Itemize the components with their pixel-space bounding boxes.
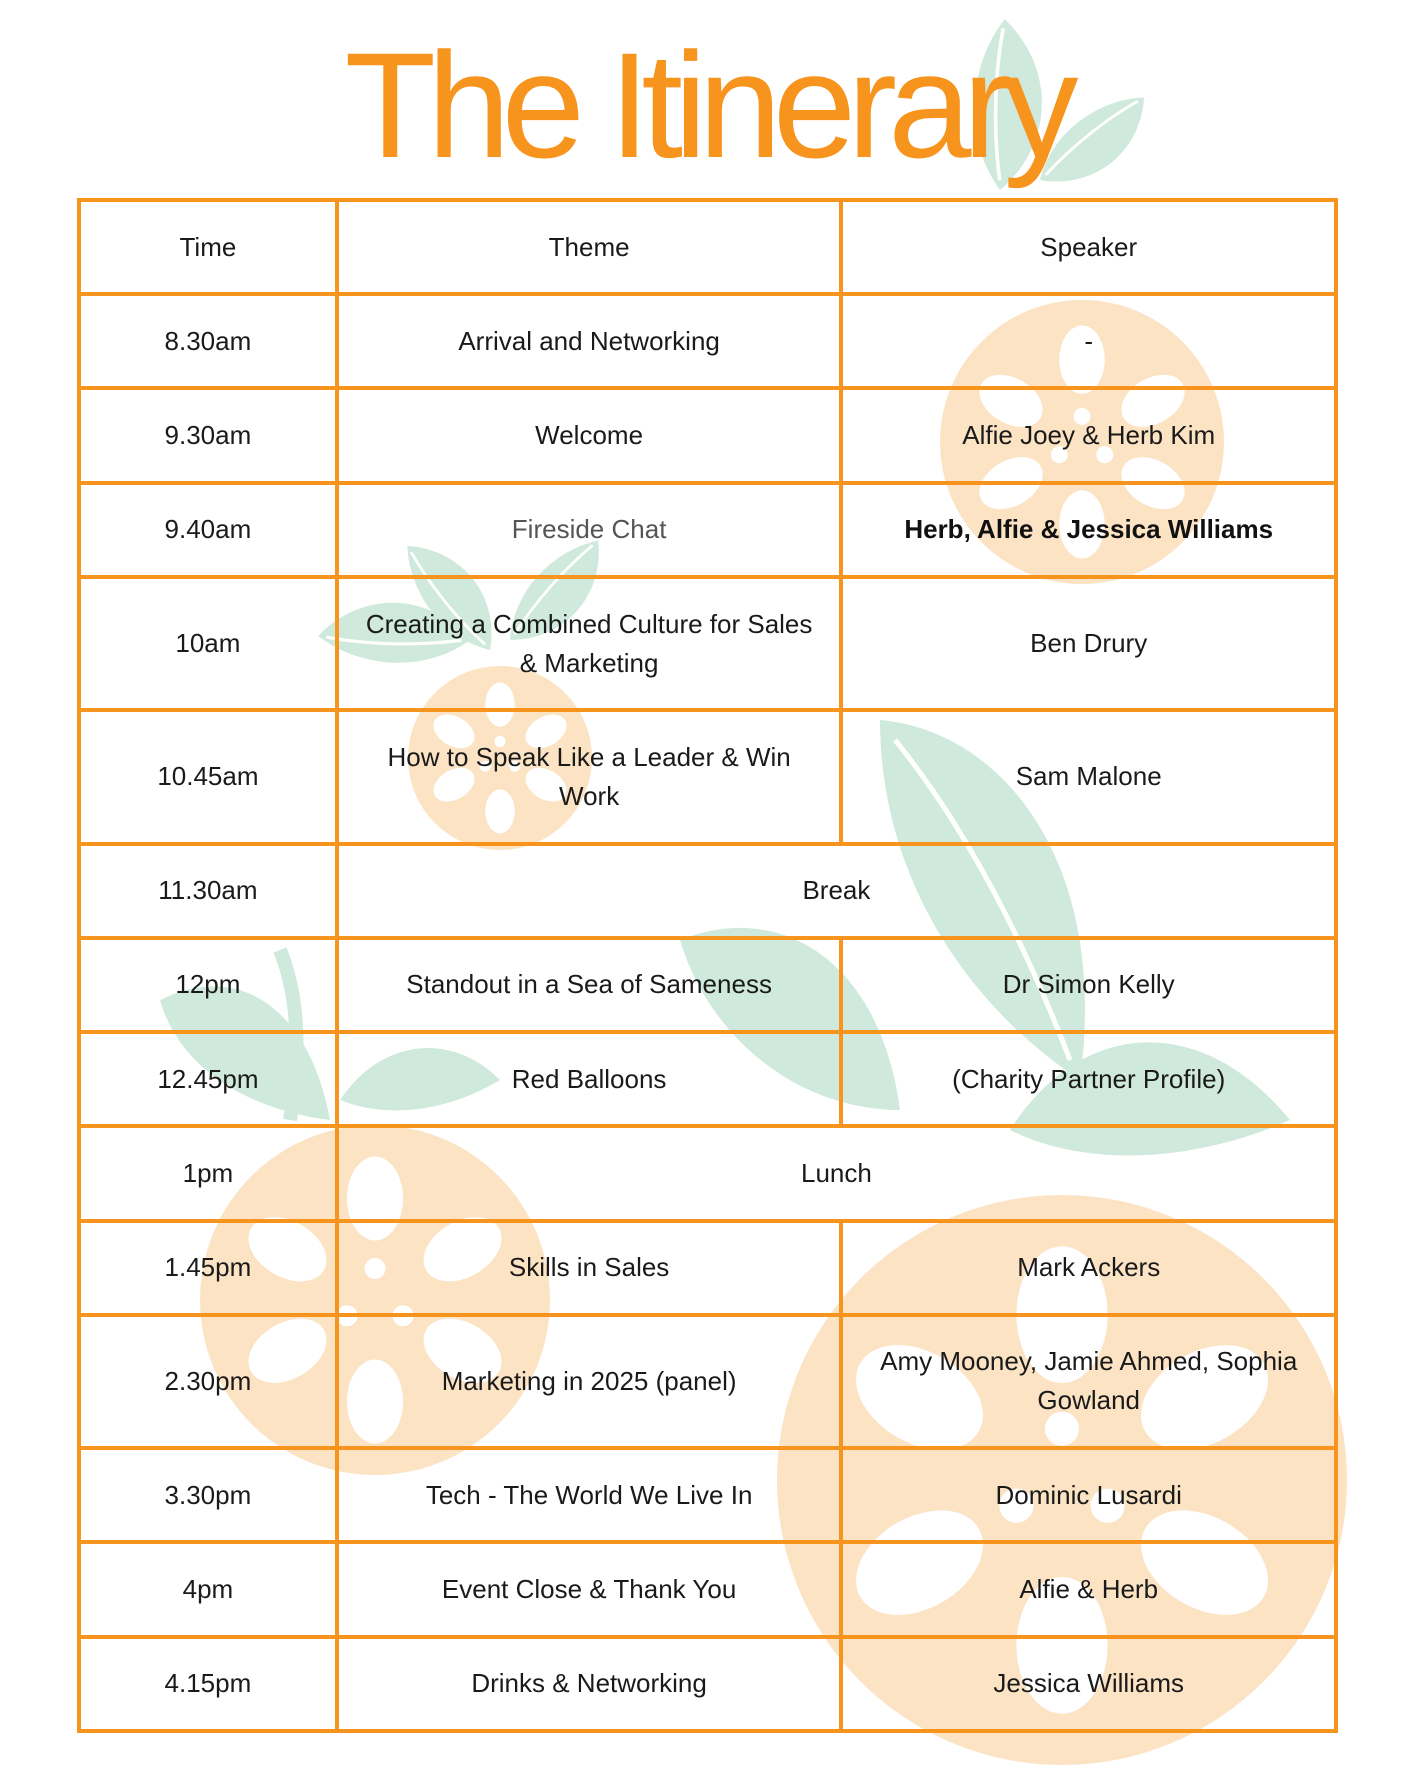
table-row bbox=[79, 577, 1336, 710]
table-row bbox=[79, 483, 1336, 577]
theme-cell: Arrival and Networking bbox=[337, 294, 842, 388]
table-row bbox=[79, 844, 1336, 938]
theme-cell: Break bbox=[337, 844, 1336, 938]
speaker-cell: Dominic Lusardi bbox=[841, 1448, 1336, 1542]
theme-cell: How to Speak Like a Leader & Win Work bbox=[337, 710, 842, 843]
itinerary-table bbox=[77, 198, 1338, 1733]
speaker-cell: Jessica Williams bbox=[841, 1637, 1336, 1731]
speaker-cell: Amy Mooney, Jamie Ahmed, Sophia Gowland bbox=[841, 1315, 1336, 1448]
header-time: Time bbox=[79, 200, 337, 294]
theme-cell: Tech - The World We Live In bbox=[337, 1448, 842, 1542]
time-cell: 1.45pm bbox=[79, 1221, 337, 1315]
theme-cell: Marketing in 2025 (panel) bbox=[337, 1315, 842, 1448]
table-row bbox=[79, 1032, 1336, 1126]
time-cell: 2.30pm bbox=[79, 1315, 337, 1448]
table-row bbox=[79, 938, 1336, 1032]
speaker-cell: Alfie & Herb bbox=[841, 1542, 1336, 1636]
table-row bbox=[79, 388, 1336, 482]
time-cell: 4.15pm bbox=[79, 1637, 337, 1731]
time-cell: 12.45pm bbox=[79, 1032, 337, 1126]
header-speaker: Speaker bbox=[841, 200, 1336, 294]
speaker-cell: Herb, Alfie & Jessica Williams bbox=[841, 483, 1336, 577]
time-cell: 10am bbox=[79, 577, 337, 710]
theme-cell: Creating a Combined Culture for Sales & Marketing bbox=[337, 577, 842, 710]
theme-cell: Skills in Sales bbox=[337, 1221, 842, 1315]
speaker-cell: Sam Malone bbox=[841, 710, 1336, 843]
table-row bbox=[79, 294, 1336, 388]
table-row bbox=[79, 1448, 1336, 1542]
speaker-cell: - bbox=[841, 294, 1336, 388]
time-cell: 8.30am bbox=[79, 294, 337, 388]
theme-cell: Lunch bbox=[337, 1126, 1336, 1220]
table-header-row bbox=[79, 200, 1336, 294]
table-row bbox=[79, 1542, 1336, 1636]
table-row bbox=[79, 1315, 1336, 1448]
theme-cell: Drinks & Networking bbox=[337, 1637, 842, 1731]
theme-cell: Standout in a Sea of Sameness bbox=[337, 938, 842, 1032]
speaker-cell: Alfie Joey & Herb Kim bbox=[841, 388, 1336, 482]
time-cell: 12pm bbox=[79, 938, 337, 1032]
theme-cell: Welcome bbox=[337, 388, 842, 482]
speaker-cell: Mark Ackers bbox=[841, 1221, 1336, 1315]
page-title: The Itinerary bbox=[344, 21, 1070, 189]
time-cell: 1pm bbox=[79, 1126, 337, 1220]
time-cell: 10.45am bbox=[79, 710, 337, 843]
time-cell: 9.30am bbox=[79, 388, 337, 482]
table-row bbox=[79, 710, 1336, 843]
time-cell: 3.30pm bbox=[79, 1448, 337, 1542]
theme-cell: Fireside Chat bbox=[337, 483, 842, 577]
header-theme: Theme bbox=[337, 200, 842, 294]
table-row bbox=[79, 1126, 1336, 1220]
time-cell: 11.30am bbox=[79, 844, 337, 938]
time-cell: 9.40am bbox=[79, 483, 337, 577]
theme-cell: Event Close & Thank You bbox=[337, 1542, 842, 1636]
speaker-cell: Ben Drury bbox=[841, 577, 1336, 710]
speaker-cell: Dr Simon Kelly bbox=[841, 938, 1336, 1032]
time-cell: 4pm bbox=[79, 1542, 337, 1636]
theme-cell: Red Balloons bbox=[337, 1032, 842, 1126]
table-row bbox=[79, 1637, 1336, 1731]
speaker-cell: (Charity Partner Profile) bbox=[841, 1032, 1336, 1126]
table-row bbox=[79, 1221, 1336, 1315]
